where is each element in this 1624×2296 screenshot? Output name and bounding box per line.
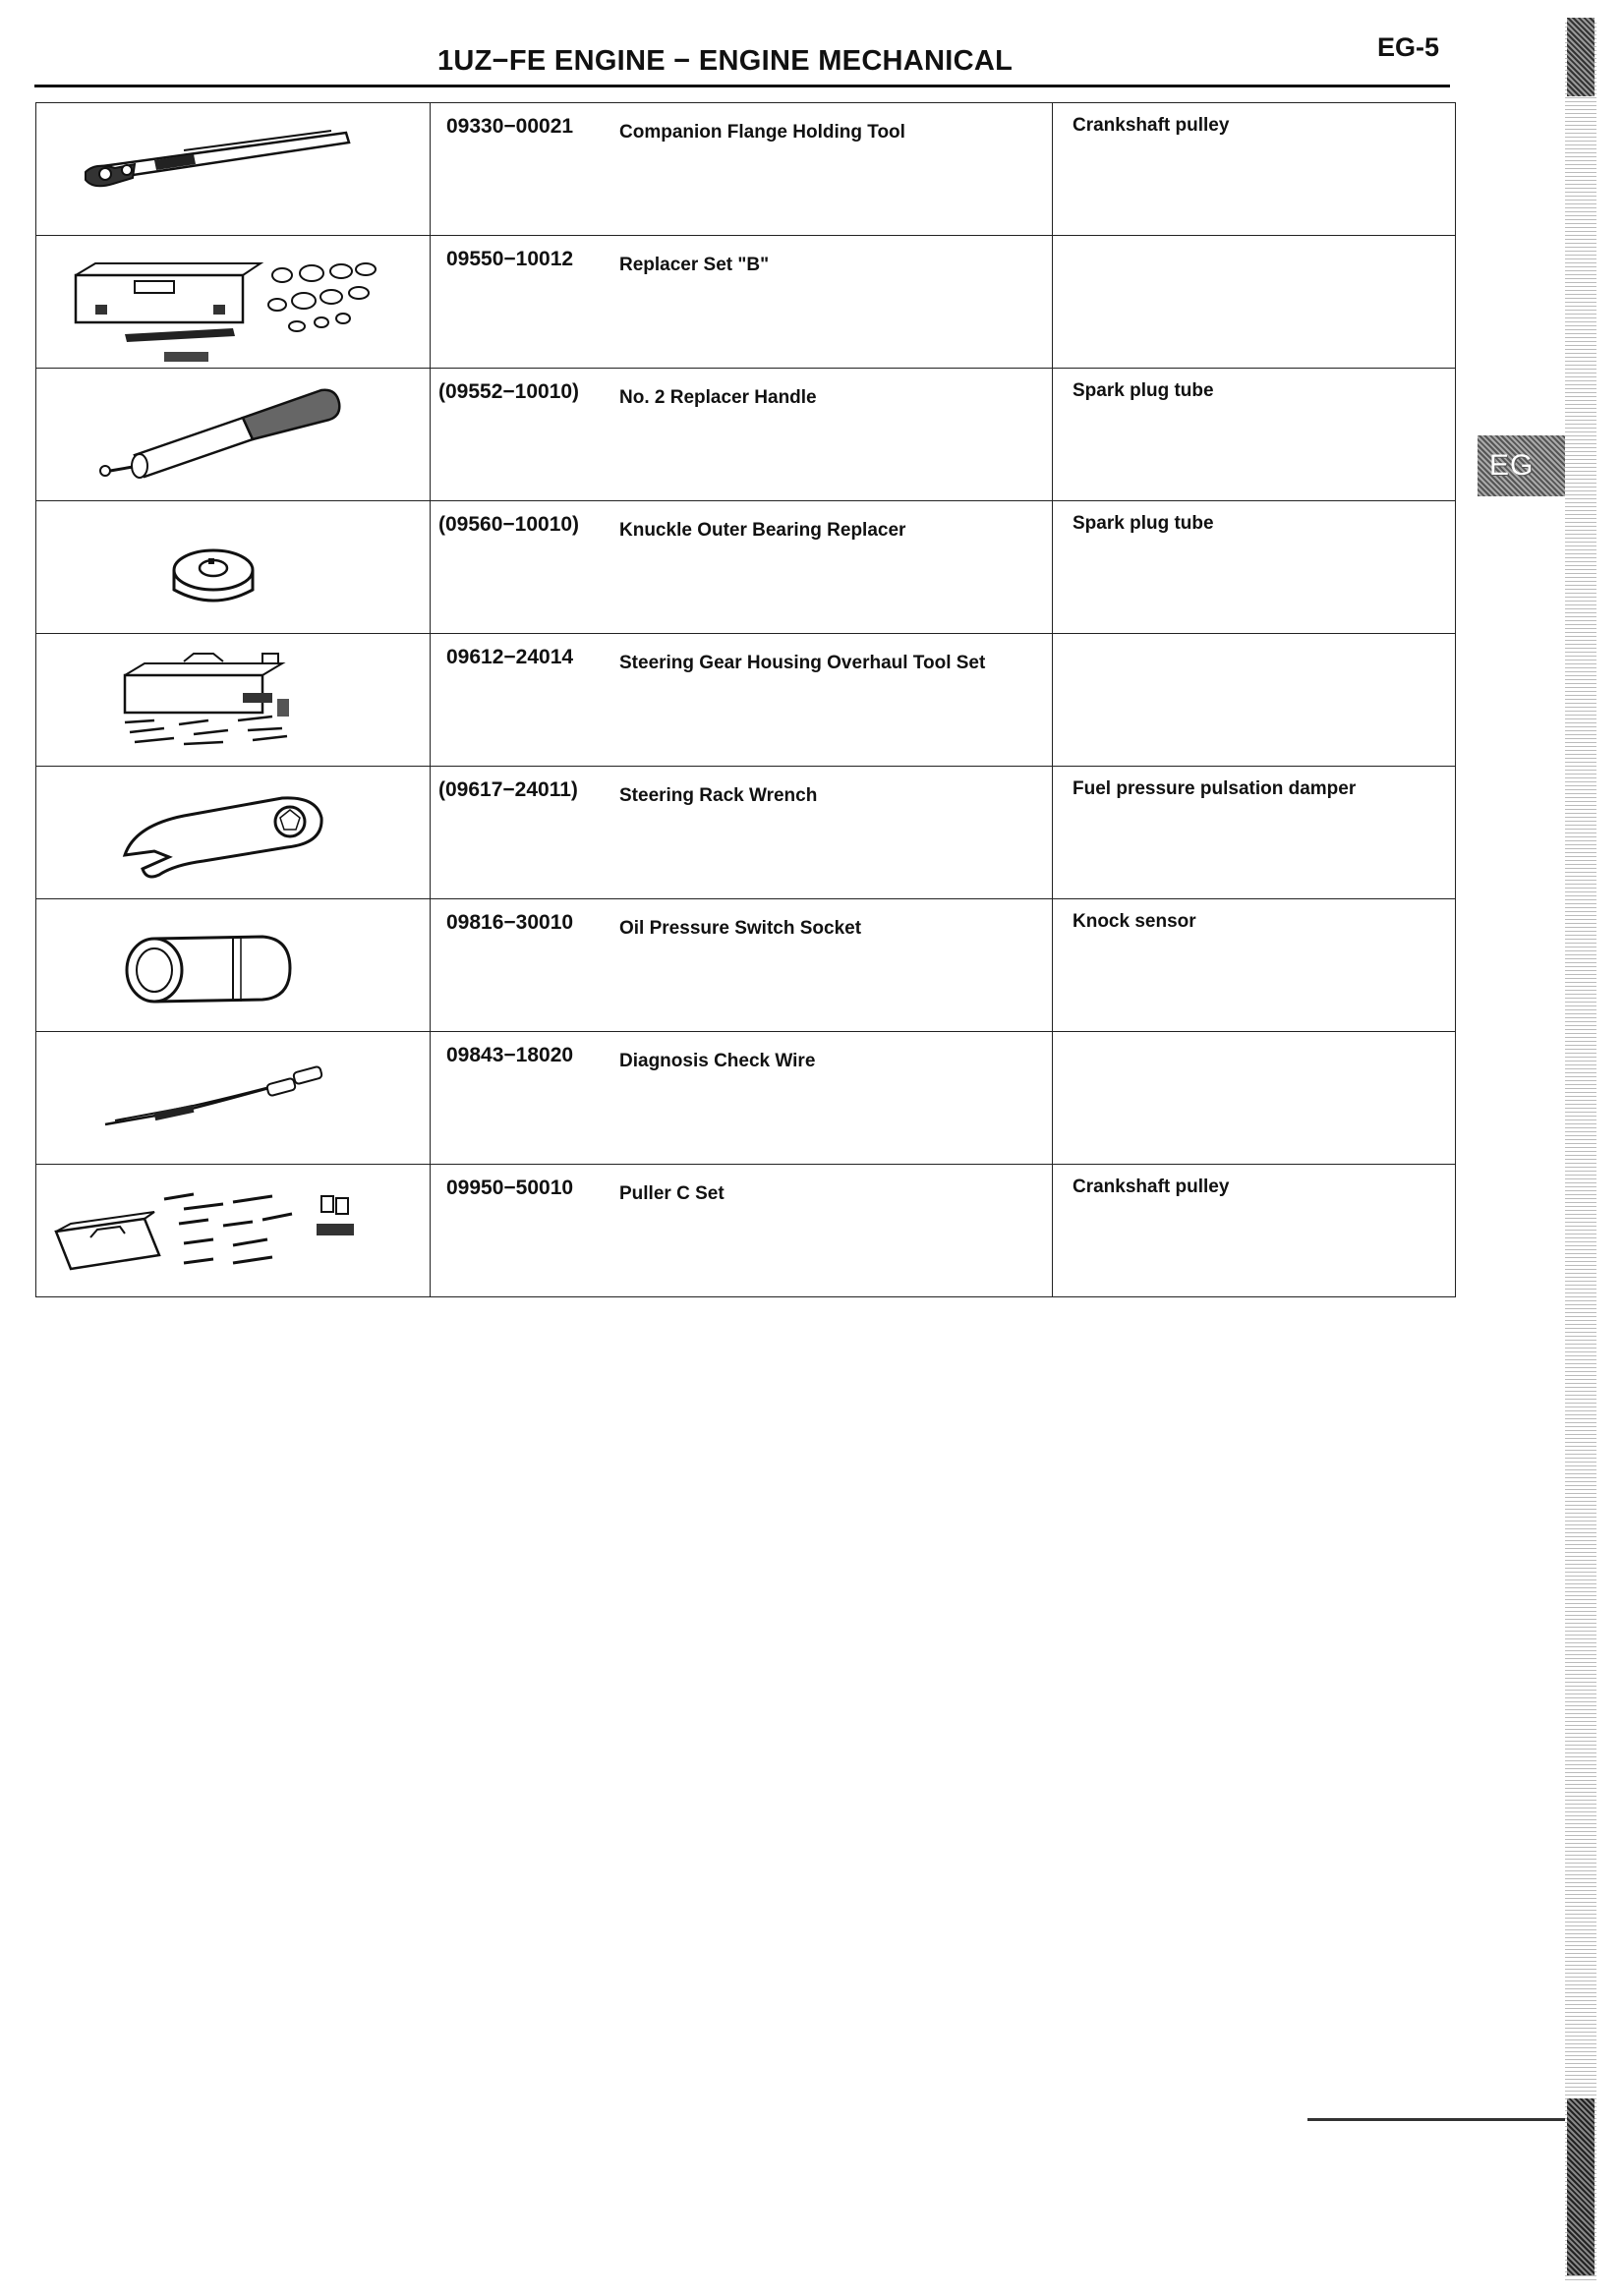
tool-info-cell (431, 1032, 1053, 1165)
use-cell (1053, 236, 1456, 369)
tool-use (1053, 634, 1455, 646)
tool-set-case-icon (36, 634, 430, 766)
use-cell (1053, 1032, 1456, 1165)
illustration-cell (36, 634, 431, 767)
tool-name: Oil Pressure Switch Socket (619, 918, 862, 939)
tool-name: Diagnosis Check Wire (619, 1051, 816, 1071)
table-row (36, 501, 1456, 634)
illustration-cell (36, 369, 431, 501)
illustration-cell (36, 899, 431, 1032)
use-cell (1053, 634, 1456, 767)
illustration-cell (36, 767, 431, 899)
use-cell (1053, 767, 1456, 899)
tool-info-cell (431, 634, 1053, 767)
tool-use (1053, 1032, 1455, 1044)
tool-name: No. 2 Replacer Handle (619, 387, 817, 408)
use-cell (1053, 103, 1456, 236)
section-tab-label: EG (1489, 449, 1535, 482)
tool-use: Knock sensor (1073, 911, 1196, 932)
tool-name: Replacer Set "B" (619, 255, 770, 275)
tool-use: Crankshaft pulley (1073, 1177, 1230, 1197)
header-rule (34, 85, 1450, 87)
part-number: 09550−10012 (446, 248, 574, 270)
table-row (36, 899, 1456, 1032)
part-number: 09612−24014 (446, 646, 574, 668)
table-row (36, 634, 1456, 767)
table-row (36, 1032, 1456, 1165)
tool-use: Spark plug tube (1073, 380, 1214, 401)
part-number: 09843−18020 (446, 1044, 574, 1066)
illustration-cell (36, 236, 431, 369)
tool-use: Fuel pressure pulsation damper (1073, 778, 1357, 799)
illustration-cell (36, 1032, 431, 1165)
part-number: (09617−24011) (438, 778, 578, 801)
tool-info-cell (431, 103, 1053, 236)
socket-icon (36, 899, 430, 1031)
tool-info-cell (431, 1165, 1053, 1297)
tool-info-cell (431, 767, 1053, 899)
part-number: 09330−00021 (446, 115, 574, 138)
tool-info-cell (431, 369, 1053, 501)
table-row (36, 236, 1456, 369)
page-title: 1UZ−FE ENGINE − ENGINE MECHANICAL (437, 45, 1014, 77)
bearing-replacer-icon (36, 501, 430, 633)
rack-wrench-icon (36, 767, 430, 898)
page-edge-marker-bottom (1567, 2098, 1595, 2275)
holding-tool-icon (36, 103, 430, 235)
table-row (36, 369, 1456, 501)
table-row (36, 1165, 1456, 1297)
use-cell (1053, 501, 1456, 634)
replacer-handle-icon (36, 369, 430, 500)
illustration-cell (36, 1165, 431, 1297)
tool-info-cell (431, 501, 1053, 634)
table-row (36, 103, 1456, 236)
check-wire-icon (36, 1032, 430, 1164)
puller-set-icon (36, 1165, 430, 1296)
tool-name: Companion Flange Holding Tool (619, 122, 905, 143)
page-code: EG-5 (1377, 32, 1440, 62)
use-cell (1053, 1165, 1456, 1297)
tool-name: Puller C Set (619, 1183, 725, 1204)
page-edge-marker-top (1567, 18, 1595, 96)
tool-use (1053, 236, 1455, 248)
part-number: (09560−10010) (438, 513, 580, 536)
illustration-cell (36, 103, 431, 236)
table-row (36, 767, 1456, 899)
tool-use: Spark plug tube (1073, 513, 1214, 534)
part-number: (09552−10010) (438, 380, 580, 403)
use-cell (1053, 369, 1456, 501)
part-number: 09950−50010 (446, 1177, 574, 1199)
tool-name: Knuckle Outer Bearing Replacer (619, 520, 906, 541)
tool-use: Crankshaft pulley (1073, 115, 1230, 136)
special-tools-table (35, 102, 1456, 1297)
part-number: 09816−30010 (446, 911, 574, 934)
tool-info-cell (431, 899, 1053, 1032)
bottom-rule (1307, 2118, 1565, 2121)
tool-name: Steering Rack Wrench (619, 785, 818, 806)
replacer-set-icon (36, 236, 430, 368)
tool-info-cell (431, 236, 1053, 369)
tool-name: Steering Gear Housing Overhaul Tool Set (619, 653, 986, 673)
use-cell (1053, 899, 1456, 1032)
page-edge-strip (1565, 20, 1596, 2280)
illustration-cell (36, 501, 431, 634)
